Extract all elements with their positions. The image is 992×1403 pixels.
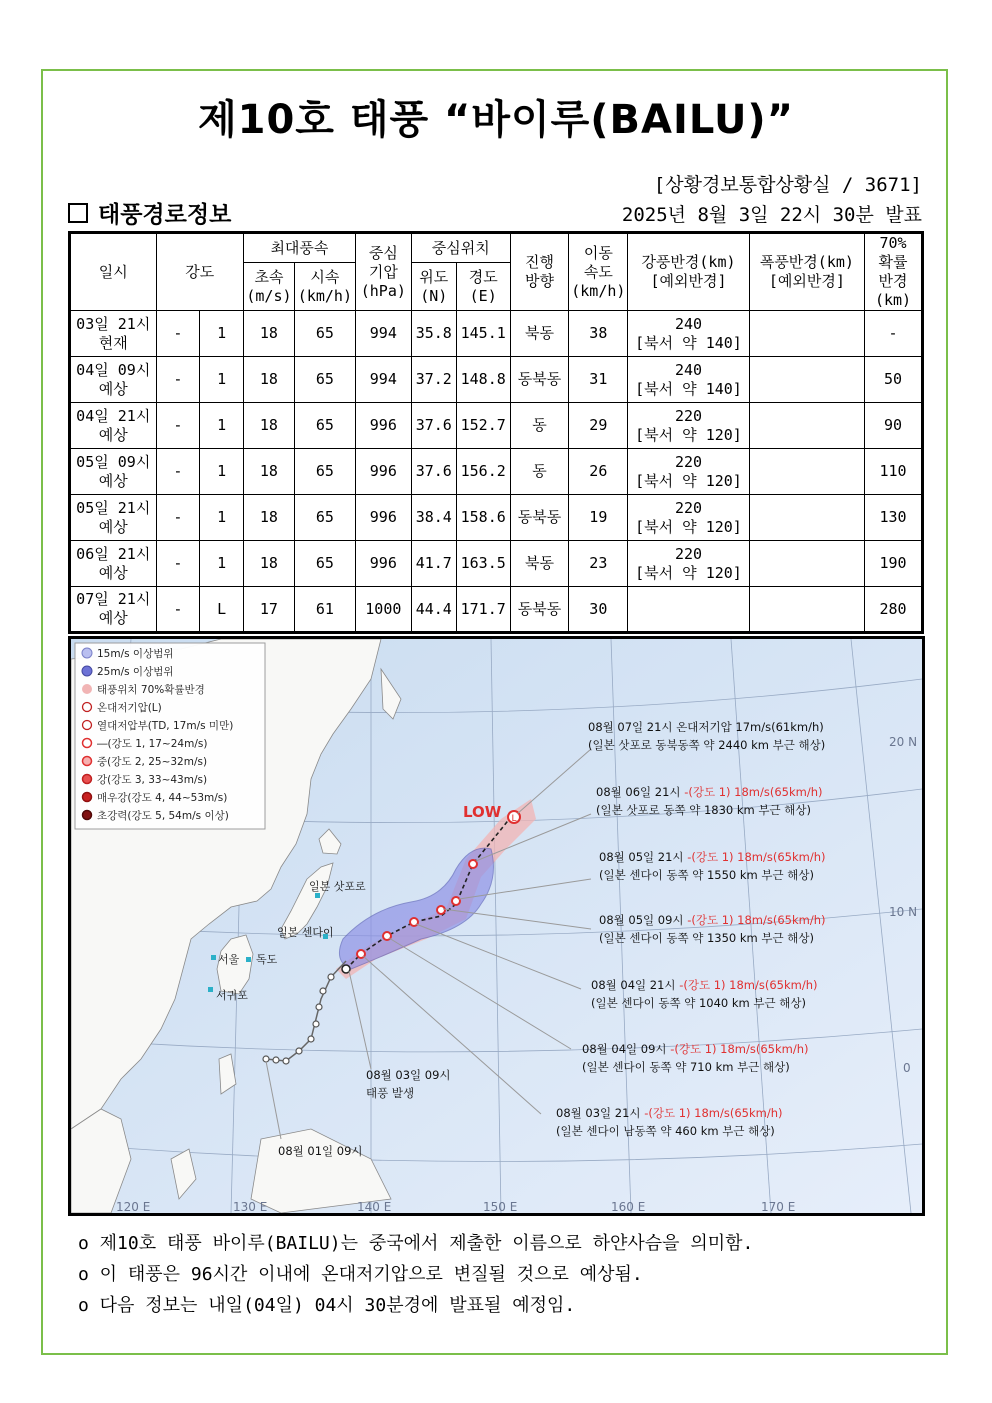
cell-wind_kmh: 65 [294,403,355,449]
cell-pressure: 996 [355,495,411,541]
th-lon: 경도 (E) [456,263,510,311]
map-legend [75,643,265,829]
cell-time: 07일 21시 예상 [70,587,157,633]
cell-mark: - [156,449,200,495]
legend-td-icon [83,721,92,730]
svg-text:열대저압부(TD, 17m/s 미만): 열대저압부(TD, 17m/s 미만) [97,720,234,732]
cell-lat: 37.2 [411,357,456,403]
cell-wind_kmh: 65 [294,311,355,357]
cell-direction: 동북동 [510,495,569,541]
place-sapporo: 일본 삿포로 [309,880,366,893]
cell-pressure: 996 [355,403,411,449]
legend-cat1-icon [83,739,92,748]
cell-lon: 163.5 [456,541,510,587]
svg-text:120 E: 120 E [116,1200,151,1213]
table-row [70,357,923,403]
cell-mark: - [156,495,200,541]
cell-wind_ms: 17 [243,587,294,633]
svg-text:08월 04일 21시 -(강도 1) 18m/s(65km: 08월 04일 21시 -(강도 1) 18m/s(65km/h) [591,978,818,992]
cell-gale: 220 [북서 약 120] [628,449,749,495]
cell-speed: 29 [569,403,628,449]
cell-storm [749,311,864,357]
cell-mark: - [156,403,200,449]
cell-wind_kmh: 65 [294,541,355,587]
th-prob-radius: 70% 확률 반경 (km) [865,233,923,311]
cell-wind_kmh: 65 [294,357,355,403]
svg-text:08월 06일 21시 -(강도 1) 18m/s(65km: 08월 06일 21시 -(강도 1) 18m/s(65km/h) [596,785,823,799]
place-sendai: 일본 센다이 [277,926,334,939]
place-dokdo: 독도 [256,953,278,966]
cell-pressure: 994 [355,311,411,357]
cell-prob: 130 [865,495,923,541]
cell-prob: 50 [865,357,923,403]
cell-intensity: L [200,587,244,633]
svg-text:08월 04일 09시 -(강도 1) 18m/s(65km: 08월 04일 09시 -(강도 1) 18m/s(65km/h) [582,1042,809,1056]
legend-prob-icon [82,684,92,694]
note-2: o 이 태풍은 96시간 이내에 온대저기압으로 변질될 것으로 예상됨. [78,1264,643,1285]
cell-mark: - [156,587,200,633]
svg-text:초강력(강도 5, 54m/s 이상): 초강력(강도 5, 54m/s 이상) [97,810,229,822]
th-speed: 이동 속도 (km/h) [569,233,628,311]
th-wind-ms: 초속 (m/s) [243,263,294,311]
cell-gale: 220 [북서 약 120] [628,495,749,541]
cell-intensity: 1 [200,449,244,495]
svg-text:25m/s 이상범위: 25m/s 이상범위 [97,666,174,678]
svg-text:강(강도 3, 33~43m/s): 강(강도 3, 33~43m/s) [97,774,208,786]
table-row [70,495,923,541]
th-lat: 위도 (N) [411,263,456,311]
cell-wind_ms: 18 [243,357,294,403]
svg-text:08월 07일 21시 온대저기압 17m/s(61km/h: 08월 07일 21시 온대저기압 17m/s(61km/h) [588,720,824,734]
svg-text:온대저기압(L): 온대저기압(L) [97,702,162,714]
cell-lat: 38.4 [411,495,456,541]
track-table [68,231,924,634]
cell-gale [628,587,749,633]
svg-text:중(강도 2, 25~32m/s): 중(강도 2, 25~32m/s) [97,756,208,768]
svg-text:160 E: 160 E [611,1200,646,1213]
low-marker-letter: L [511,814,517,824]
th-gale-radius: 강풍반경(km) [예외반경] [628,233,749,311]
office-label: [상황경보통합상황실 / 3671] [653,174,922,196]
cell-lat: 41.7 [411,541,456,587]
cell-storm [749,587,864,633]
th-storm-radius: 폭풍반경(km) [예외반경] [749,233,864,311]
cell-pressure: 996 [355,449,411,495]
cell-direction: 북동 [510,311,569,357]
cell-time: 04일 09시 예상 [70,357,157,403]
svg-text:태풍위치 70%확률반경: 태풍위치 70%확률반경 [97,684,205,696]
cell-direction: 동 [510,403,569,449]
cell-time: 05일 21시 예상 [70,495,157,541]
page-title: 제10호 태풍 “바이루(BAILU)” [197,97,794,143]
cell-wind_kmh: 61 [294,587,355,633]
svg-text:(일본 삿포로 동북동쪽 약 2440 km 부근 해상): (일본 삿포로 동북동쪽 약 2440 km 부근 해상) [588,738,826,752]
cell-speed: 23 [569,541,628,587]
th-wind-kmh: 시속 (km/h) [294,263,355,311]
th-intensity: 강도 [156,233,243,311]
note-1: o 제10호 태풍 바이루(BAILU)는 중국에서 제출한 이름으로 하얀사슴을 의미함. [78,1233,754,1254]
cell-speed: 31 [569,357,628,403]
checkbox-icon [68,203,88,223]
th-center: 중심위치 [411,233,510,263]
cell-pressure: 996 [355,541,411,587]
typhoon-track-map [68,636,925,1216]
cell-direction: 동 [510,449,569,495]
cell-direction: 동북동 [510,357,569,403]
th-time: 일시 [70,233,157,311]
cell-storm [749,541,864,587]
table-row [70,311,923,357]
legend-15ms-icon [82,648,92,658]
cell-lat: 37.6 [411,449,456,495]
issued-time: 2025년 8월 3일 22시 30분 발표 [621,204,922,226]
svg-text:(일본 센다이 동쪽 약 1350 km 부근 해상): (일본 센다이 동쪽 약 1350 km 부근 해상) [599,931,814,945]
cell-intensity: 1 [200,403,244,449]
cell-lat: 37.6 [411,403,456,449]
cell-lat: 44.4 [411,587,456,633]
cell-time: 03일 21시 현재 [70,311,157,357]
cell-mark: - [156,357,200,403]
cell-lon: 148.8 [456,357,510,403]
th-pressure: 중심 기압 (hPa) [355,233,411,311]
cell-storm [749,357,864,403]
cell-time: 06일 21시 예상 [70,541,157,587]
cell-intensity: 1 [200,311,244,357]
svg-text:(일본 센다이 동쪽 약 1550 km 부근 해상): (일본 센다이 동쪽 약 1550 km 부근 해상) [599,868,814,882]
cell-gale: 220 [북서 약 120] [628,403,749,449]
svg-text:08월 05일 21시 -(강도 1) 18m/s(65km: 08월 05일 21시 -(강도 1) 18m/s(65km/h) [599,850,826,864]
cell-pressure: 994 [355,357,411,403]
cell-mark: - [156,311,200,357]
svg-text:(일본 센다이 남동쪽 약 460 km 부근 해상): (일본 센다이 남동쪽 약 460 km 부근 해상) [556,1124,775,1138]
legend-low-icon [83,703,92,712]
svg-text:140 E: 140 E [357,1200,392,1213]
cell-wind_ms: 18 [243,449,294,495]
cell-wind_ms: 18 [243,311,294,357]
cell-pressure: 1000 [355,587,411,633]
cell-direction: 동북동 [510,587,569,633]
map-canvas [71,639,922,1213]
cell-prob: 190 [865,541,923,587]
cell-intensity: 1 [200,495,244,541]
section-title: 태풍경로정보 [98,202,232,228]
section-heading [68,196,231,229]
table-row [70,449,923,495]
cell-time: 04일 21시 예상 [70,403,157,449]
svg-text:150 E: 150 E [483,1200,518,1213]
svg-text:(일본 삿포로 동쪽 약 1830 km 부근 해상): (일본 삿포로 동쪽 약 1830 km 부근 해상) [596,803,811,817]
svg-text:―(강도 1, 17~24m/s): ―(강도 1, 17~24m/s) [97,738,208,750]
cell-storm [749,495,864,541]
cell-lat: 35.8 [411,311,456,357]
cell-wind_ms: 18 [243,495,294,541]
cell-prob: 90 [865,403,923,449]
legend-25ms-icon [82,666,92,676]
cell-wind_ms: 18 [243,541,294,587]
genesis-label-2: 태풍 발생 [366,1086,415,1100]
cell-intensity: 1 [200,357,244,403]
cell-prob: 280 [865,587,923,633]
cell-prob: 110 [865,449,923,495]
cell-time: 05일 09시 예상 [70,449,157,495]
cell-gale: 240 [북서 약 140] [628,311,749,357]
cell-speed: 30 [569,587,628,633]
cell-storm [749,403,864,449]
svg-text:(일본 센다이 동쪽 약 710 km 부근 해상): (일본 센다이 동쪽 약 710 km 부근 해상) [582,1060,790,1074]
cell-prob: - [865,311,923,357]
cell-lon: 152.7 [456,403,510,449]
cell-lon: 156.2 [456,449,510,495]
table-row [70,587,923,633]
cell-lon: 171.7 [456,587,510,633]
cell-gale: 240 [북서 약 140] [628,357,749,403]
cell-lon: 145.1 [456,311,510,357]
legend-cat2-icon [83,757,92,766]
svg-text:10 N: 10 N [889,905,918,919]
th-direction: 진행 방향 [510,233,569,311]
cell-gale: 220 [북서 약 120] [628,541,749,587]
table-row [70,541,923,587]
track-table-body [70,311,923,633]
th-max-wind: 최대풍속 [243,233,355,263]
cell-direction: 북동 [510,541,569,587]
svg-text:08월 03일 21시 -(강도 1) 18m/s(65km: 08월 03일 21시 -(강도 1) 18m/s(65km/h) [556,1106,783,1120]
place-seoul: 서울 [218,953,240,966]
cell-mark: - [156,541,200,587]
cell-speed: 26 [569,449,628,495]
legend-cat4-icon [83,793,92,802]
svg-text:08월 05일 09시 -(강도 1) 18m/s(65km: 08월 05일 09시 -(강도 1) 18m/s(65km/h) [599,913,826,927]
cell-wind_kmh: 65 [294,495,355,541]
svg-text:0: 0 [903,1061,911,1075]
svg-text:15m/s 이상범위: 15m/s 이상범위 [97,648,174,660]
notes [78,1228,753,1321]
cell-speed: 38 [569,311,628,357]
place-seogwipo: 서귀포 [216,989,248,1002]
start-label: 08월 01일 09시 [278,1144,363,1158]
svg-text:20 N: 20 N [889,735,918,749]
cell-intensity: 1 [200,541,244,587]
svg-text:130 E: 130 E [233,1200,268,1213]
legend-cat3-icon [83,775,92,784]
legend-cat5-icon [83,811,92,820]
svg-text:170 E: 170 E [761,1200,796,1213]
cell-speed: 19 [569,495,628,541]
low-label: LOW [463,803,502,821]
cell-storm [749,449,864,495]
svg-text:매우강(강도 4, 44~53m/s): 매우강(강도 4, 44~53m/s) [97,792,228,804]
cell-wind_kmh: 65 [294,449,355,495]
genesis-label-1: 08월 03일 09시 [366,1068,451,1082]
table-row [70,403,923,449]
svg-text:(일본 센다이 동쪽 약 1040 km 부근 해상): (일본 센다이 동쪽 약 1040 km 부근 해상) [591,996,806,1010]
cell-wind_ms: 18 [243,403,294,449]
note-3: o 다음 정보는 내일(04일) 04시 30분경에 발표될 예정임. [78,1295,576,1316]
cell-lon: 158.6 [456,495,510,541]
